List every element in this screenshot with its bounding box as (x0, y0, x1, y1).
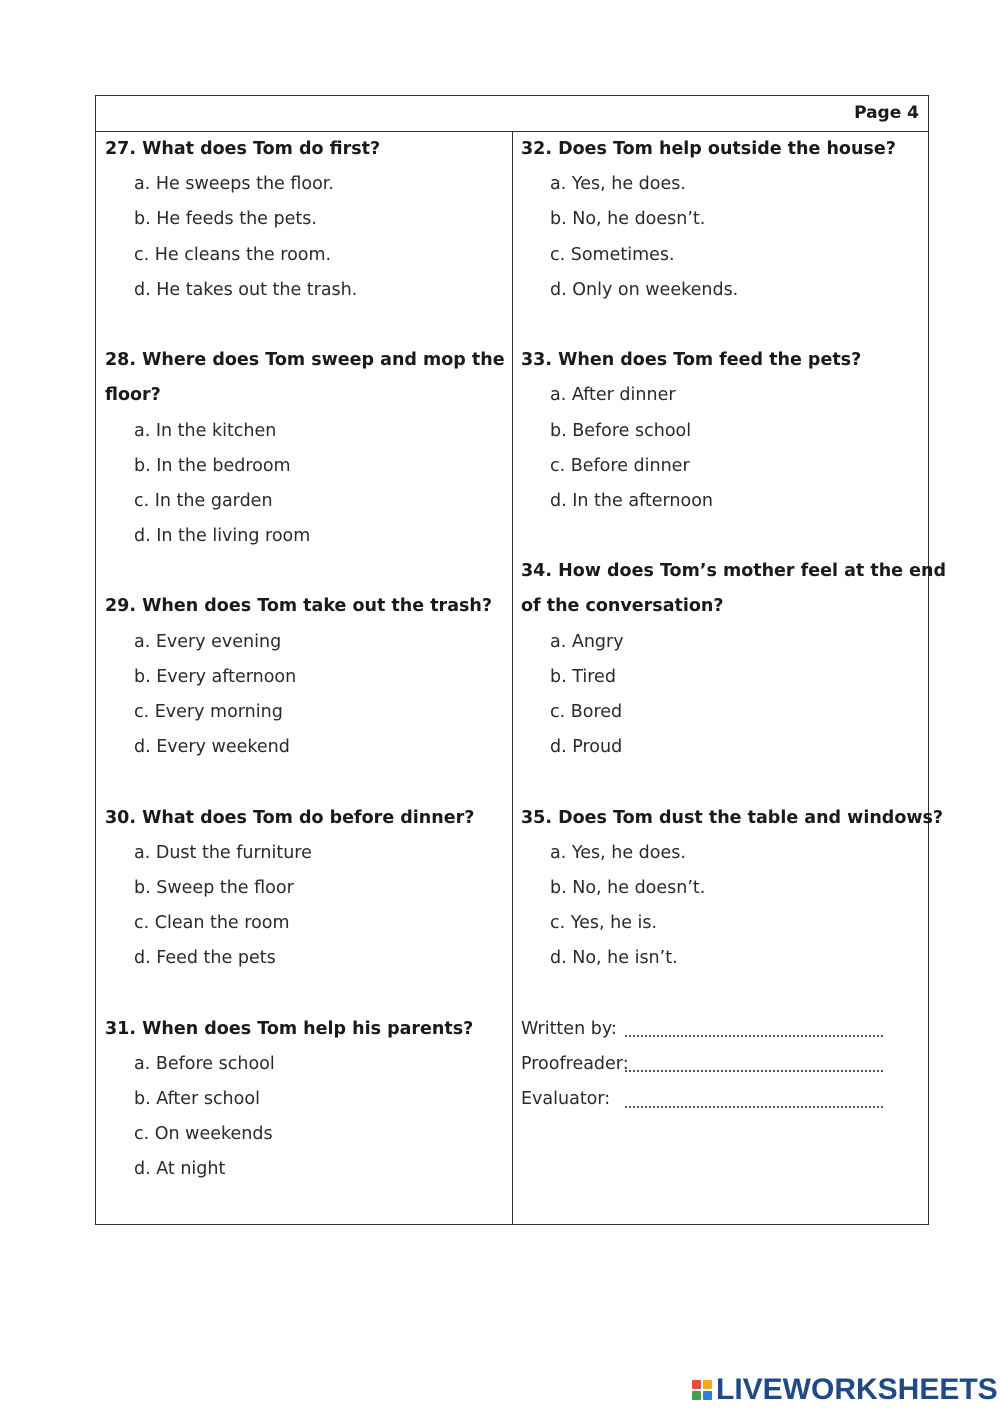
written-by-line[interactable] (625, 1035, 883, 1037)
option-30-c[interactable]: c. Clean the room (134, 913, 290, 934)
question-34-text-cont: of the conversation? (521, 596, 724, 617)
option-33-d[interactable]: d. In the afternoon (550, 490, 714, 511)
option-30-b[interactable]: b. Sweep the floor (134, 877, 294, 898)
logo-squares-icon (692, 1380, 712, 1400)
option-35-d[interactable]: d. No, he isn’t. (550, 948, 678, 969)
option-27-c[interactable]: c. He cleans the room. (134, 244, 332, 265)
question-28-text: 28. Where does Tom sweep and mop the (105, 350, 505, 371)
page-number: Page 4 (854, 103, 919, 123)
question-29-text: 29. When does Tom take out the trash? (105, 596, 493, 617)
question-block-30 (105, 801, 515, 977)
option-31-a[interactable]: a. Before school (134, 1053, 275, 1074)
page-header-row (96, 96, 928, 132)
option-32-a[interactable]: a. Yes, he does. (550, 174, 686, 195)
option-33-c[interactable]: c. Before dinner (550, 455, 690, 476)
proofreader-line[interactable] (625, 1070, 883, 1072)
question-35-text: 35. Does Tom dust the table and windows? (521, 807, 944, 828)
option-35-a[interactable]: a. Yes, he does. (550, 842, 686, 863)
option-32-d[interactable]: d. Only on weekends. (550, 279, 739, 300)
option-31-d[interactable]: d. At night (134, 1159, 226, 1180)
question-block-31 (105, 1012, 515, 1188)
question-28-text-cont: floor? (105, 385, 161, 406)
question-31-text: 31. When does Tom help his parents? (105, 1018, 474, 1039)
option-32-c[interactable]: c. Sometimes. (550, 244, 675, 265)
question-block-35 (521, 801, 944, 977)
worksheet-table (95, 95, 946, 1225)
signature-block (521, 1012, 931, 1118)
option-27-a[interactable]: a. He sweeps the floor. (134, 174, 334, 195)
written-by-row (521, 1012, 931, 1047)
question-block-27 (105, 132, 515, 308)
option-31-b[interactable]: b. After school (134, 1089, 260, 1110)
option-30-d[interactable]: d. Feed the pets (134, 948, 276, 969)
evaluator-label: Evaluator: (521, 1089, 611, 1110)
option-28-c[interactable]: c. In the garden (134, 490, 273, 511)
option-33-a[interactable]: a. After dinner (550, 385, 676, 406)
question-30-text: 30. What does Tom do before dinner? (105, 807, 475, 828)
option-33-b[interactable]: b. Before school (550, 420, 692, 441)
option-34-a[interactable]: a. Angry (550, 631, 624, 652)
question-34-text: 34. How does Tom’s mother feel at the end (521, 561, 946, 582)
question-block-28 (105, 343, 515, 554)
option-28-b[interactable]: b. In the bedroom (134, 455, 291, 476)
question-33-text: 33. When does Tom feed the pets? (521, 350, 862, 371)
option-30-a[interactable]: a. Dust the furniture (134, 842, 312, 863)
right-question-column (521, 132, 946, 1117)
option-32-b[interactable]: b. No, he doesn’t. (550, 209, 706, 230)
question-block-33 (521, 343, 931, 519)
option-34-d[interactable]: d. Proud (550, 737, 623, 758)
question-block-34 (521, 554, 946, 765)
option-27-d[interactable]: d. He takes out the trash. (134, 279, 358, 300)
liveworksheets-logo (692, 1375, 998, 1405)
option-28-a[interactable]: a. In the kitchen (134, 420, 277, 441)
logo-text: LIVEWORKSHEETS (716, 1373, 998, 1406)
option-35-c[interactable]: c. Yes, he is. (550, 913, 658, 934)
option-29-c[interactable]: c. Every morning (134, 702, 283, 722)
option-29-a[interactable]: a. Every evening (134, 631, 282, 652)
proofreader-row (521, 1047, 931, 1082)
option-34-b[interactable]: b. Tired (550, 666, 616, 687)
question-block-32 (521, 132, 931, 308)
option-27-b[interactable]: b. He feeds the pets. (134, 209, 317, 230)
left-question-column (105, 132, 515, 1188)
evaluator-line[interactable] (625, 1106, 883, 1108)
option-28-d[interactable]: d. In the living room (134, 526, 311, 547)
proofreader-label: Proofreader: (521, 1053, 629, 1074)
option-29-b[interactable]: b. Every afternoon (134, 666, 297, 687)
question-32-text: 32. Does Tom help outside the house? (521, 139, 896, 159)
option-29-d[interactable]: d. Every weekend (134, 737, 290, 758)
question-block-29 (105, 589, 515, 765)
question-27-text: 27. What does Tom do first? (105, 139, 381, 159)
evaluator-row (521, 1082, 931, 1117)
option-31-c[interactable]: c. On weekends (134, 1124, 273, 1145)
option-34-c[interactable]: c. Bored (550, 702, 623, 722)
written-by-label: Written by: (521, 1018, 617, 1039)
option-35-b[interactable]: b. No, he doesn’t. (550, 877, 706, 898)
